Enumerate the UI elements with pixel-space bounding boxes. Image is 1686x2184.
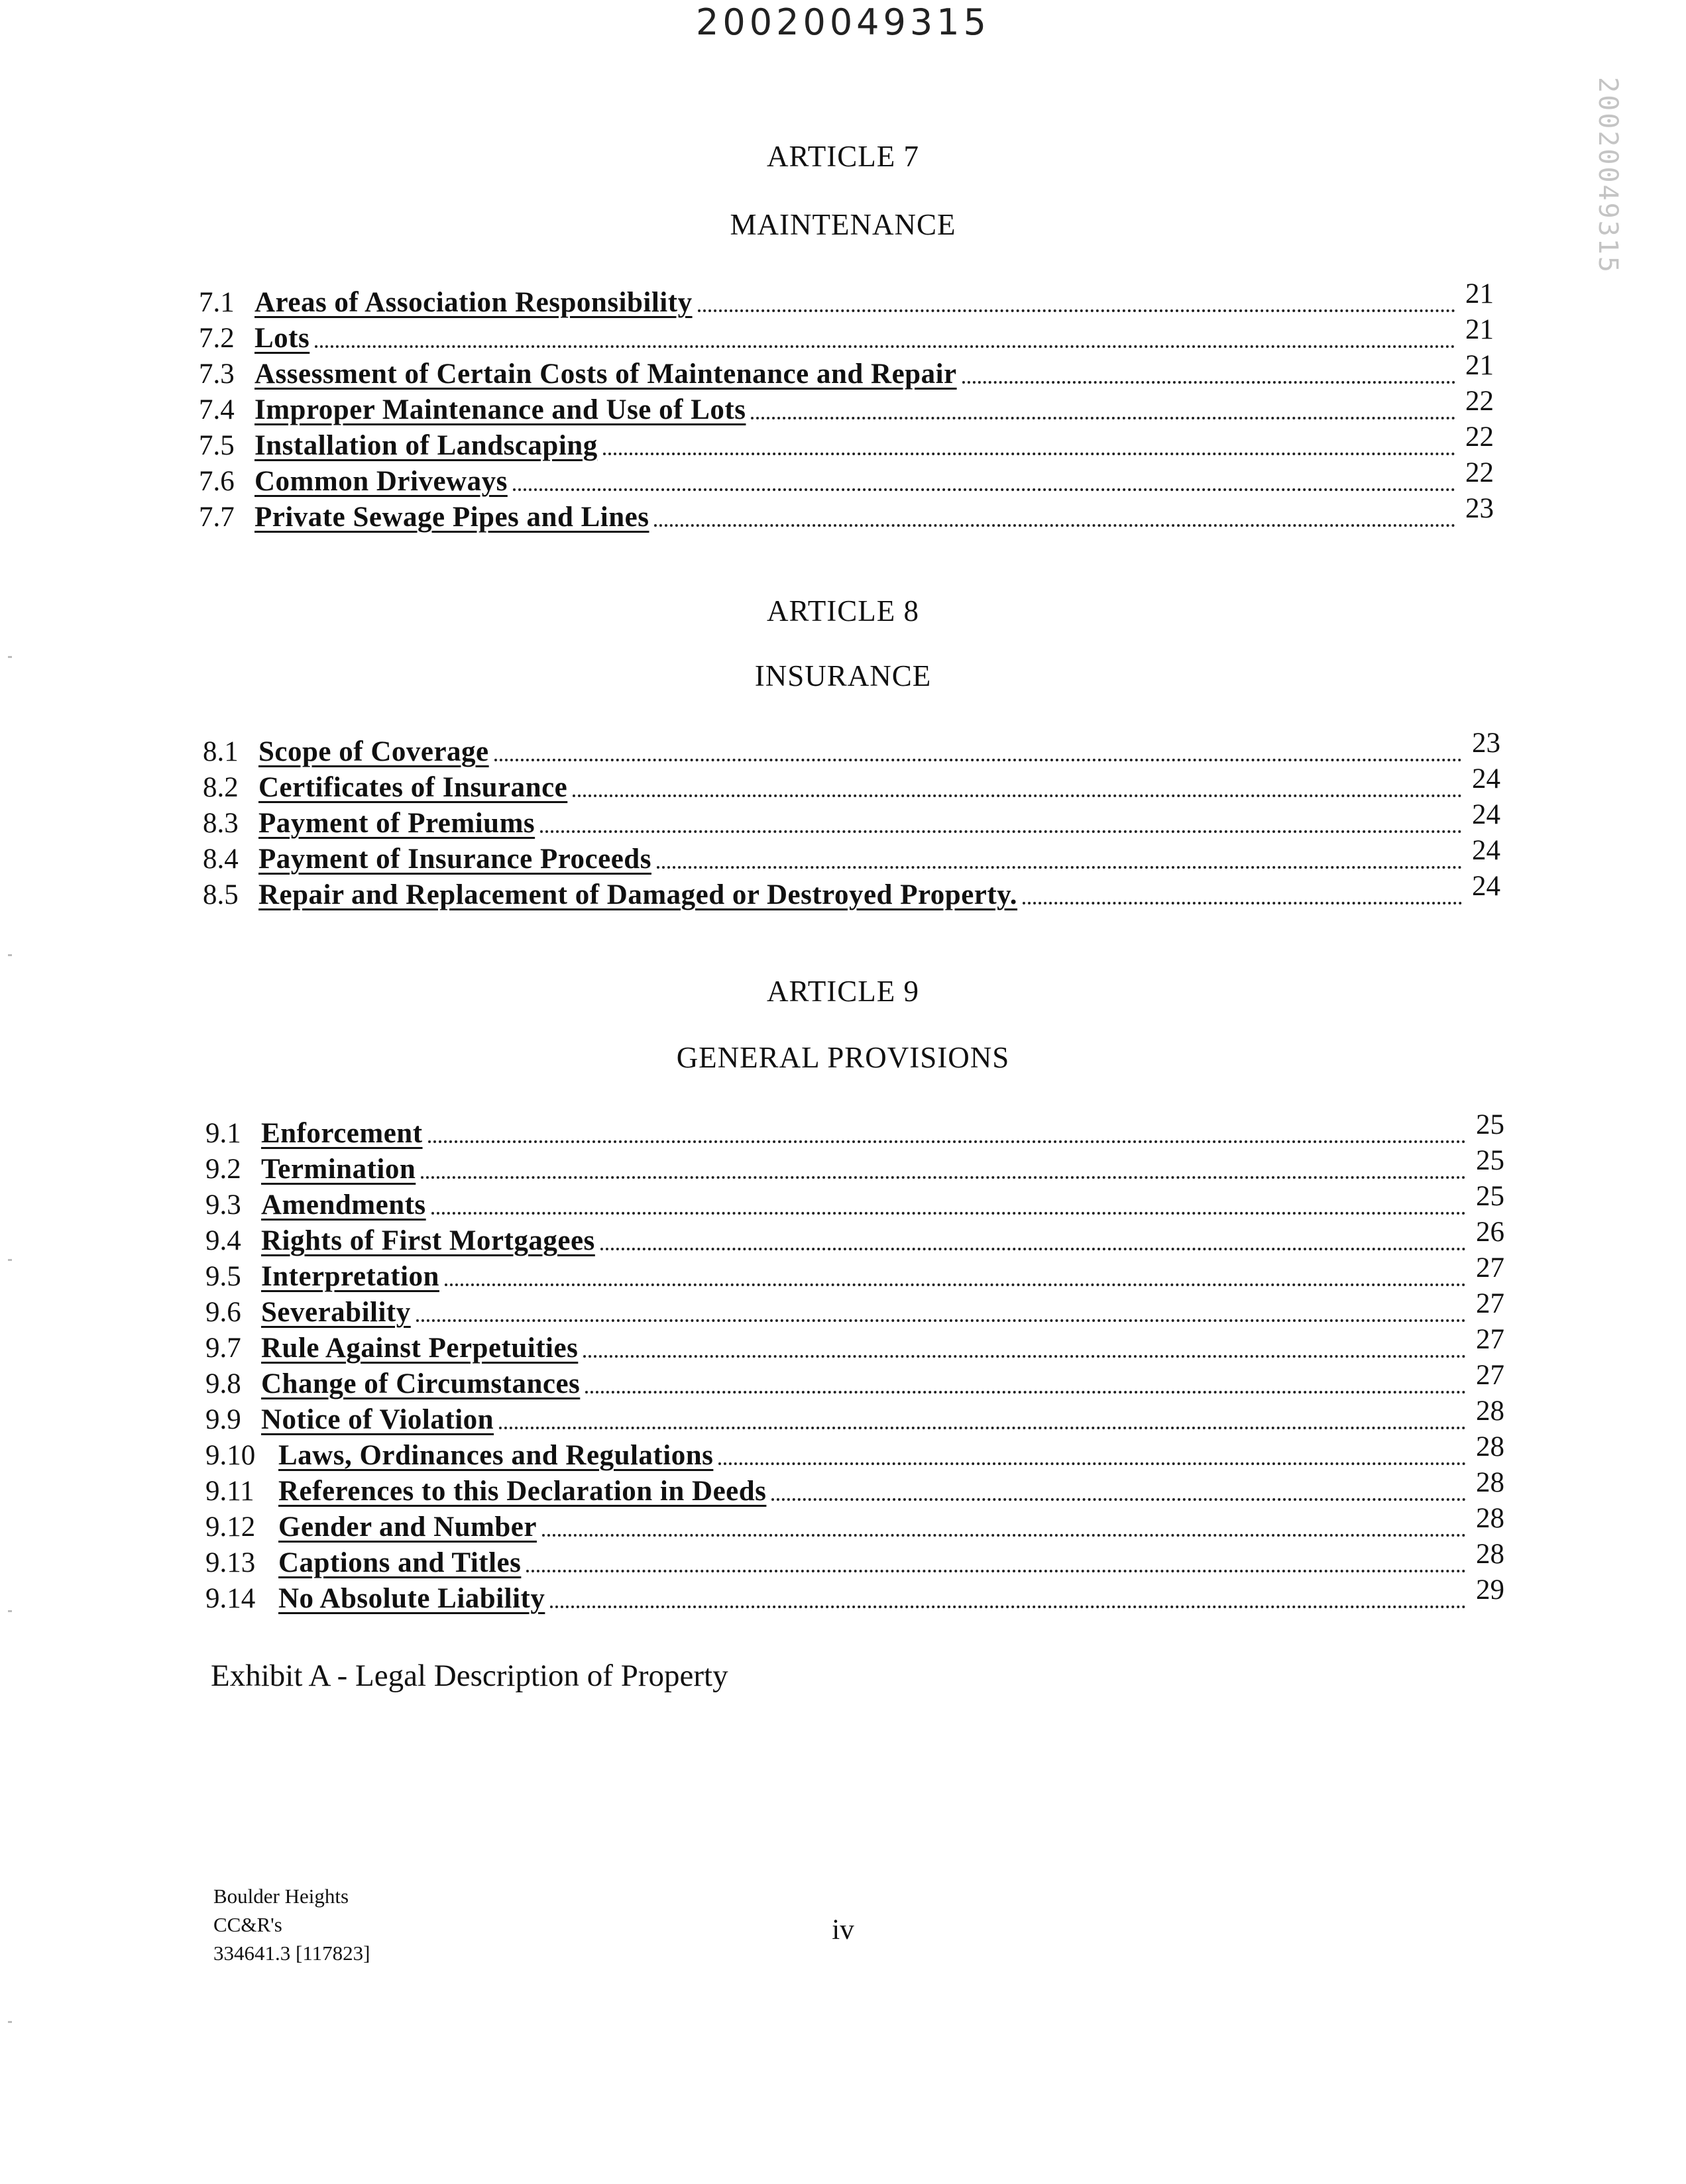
toc-entry-title[interactable]: Enforcement — [261, 1118, 423, 1149]
toc-entry[interactable] — [205, 1576, 1504, 1613]
margin-stamp-text: 20020049315 — [1593, 77, 1623, 274]
toc-leader-dots — [1023, 902, 1462, 904]
toc-entry-page: 24 — [1472, 871, 1500, 902]
footer-project-name: Boulder Heights — [213, 1884, 349, 1908]
toc-entry-title[interactable]: Certificates of Insurance — [258, 772, 568, 803]
toc-leader-dots — [542, 1534, 1466, 1537]
toc-entry-number: 9.6 — [205, 1297, 241, 1328]
toc-entry-number: 9.8 — [205, 1368, 241, 1399]
toc-entry-number: 9.10 — [205, 1440, 256, 1471]
toc-entry-page: 23 — [1465, 493, 1494, 524]
toc-entry-title[interactable]: Interpretation — [261, 1261, 439, 1292]
toc-leader-dots — [499, 1427, 1466, 1429]
toc-entry-number: 7.6 — [199, 466, 235, 497]
document-number: 20020049315 — [696, 1, 990, 43]
toc-entry-number: 9.9 — [205, 1404, 241, 1435]
toc-entry[interactable] — [199, 315, 1494, 353]
toc-entry[interactable] — [205, 1397, 1504, 1434]
toc-entry-title[interactable]: Lots — [254, 323, 310, 354]
toc-entry-number: 9.14 — [205, 1583, 256, 1614]
toc-entry-title[interactable]: Severability — [261, 1297, 411, 1328]
toc-leader-dots — [416, 1319, 1466, 1322]
toc-entry-number: 7.3 — [199, 358, 235, 390]
toc-entry[interactable] — [205, 1361, 1504, 1398]
toc-leader-dots — [550, 1606, 1466, 1608]
toc-entry[interactable] — [205, 1111, 1504, 1148]
toc-entry-page: 24 — [1472, 763, 1500, 794]
toc-entry-number: 9.2 — [205, 1154, 241, 1185]
toc-entry[interactable] — [205, 1254, 1504, 1291]
toc-entry[interactable] — [205, 1325, 1504, 1362]
toc-leader-dots — [585, 1391, 1466, 1393]
toc-leader-dots — [600, 1248, 1466, 1250]
toc-leader-dots — [962, 381, 1455, 384]
toc-entry[interactable] — [199, 280, 1494, 317]
toc-leader-dots — [657, 866, 1462, 869]
toc-entry[interactable] — [203, 765, 1500, 802]
toc-entry-title[interactable]: Gender and Number — [278, 1511, 537, 1543]
toc-leader-dots — [751, 417, 1455, 419]
toc-entry-number: 8.4 — [203, 844, 239, 875]
toc-entry-title[interactable]: Improper Maintenance and Use of Lots — [254, 394, 746, 425]
toc-entry-title[interactable]: Rights of First Mortgagees — [261, 1225, 595, 1256]
toc-entry[interactable] — [199, 459, 1494, 496]
exhibit-reference: Exhibit A - Legal Description of Property — [211, 1659, 728, 1693]
toc-entry-page: 28 — [1476, 1431, 1504, 1462]
toc-entry-number: 8.3 — [203, 808, 239, 839]
toc-entry-title[interactable]: Common Driveways — [254, 466, 508, 497]
toc-leader-dots — [421, 1176, 1466, 1179]
toc-leader-dots — [603, 453, 1455, 455]
left-margin-marks — [8, 0, 13, 2184]
toc-entry-number: 7.4 — [199, 394, 235, 425]
toc-entry[interactable] — [199, 351, 1494, 388]
toc-entry-page: 22 — [1465, 421, 1494, 453]
toc-entry-number: 8.2 — [203, 772, 239, 803]
toc-entry[interactable] — [203, 872, 1500, 909]
toc-entry[interactable] — [205, 1468, 1504, 1505]
toc-entry-page: 22 — [1465, 457, 1494, 488]
toc-entry-page: 28 — [1476, 1395, 1504, 1427]
toc-entry-page: 21 — [1465, 278, 1494, 309]
toc-entry[interactable] — [199, 494, 1494, 531]
toc-entry-number: 8.1 — [203, 736, 239, 767]
toc-entry-page: 25 — [1476, 1109, 1504, 1140]
toc-entry-page: 28 — [1476, 1467, 1504, 1498]
toc-entry-title[interactable]: Captions and Titles — [278, 1547, 522, 1578]
toc-leader-dots — [771, 1498, 1466, 1501]
toc-leader-dots — [428, 1140, 1466, 1143]
article-8-title: INSURANCE — [754, 659, 932, 692]
toc-entry-number: 9.7 — [205, 1333, 241, 1364]
toc-entry-page: 23 — [1472, 728, 1500, 759]
toc-entry-title[interactable]: Payment of Premiums — [258, 808, 535, 839]
toc-leader-dots — [513, 488, 1455, 491]
toc-entry-page: 26 — [1476, 1217, 1504, 1248]
toc-entry-title[interactable]: References to this Declaration in Deeds — [278, 1476, 767, 1507]
toc-leader-dots — [445, 1283, 1466, 1286]
toc-entry[interactable] — [199, 423, 1494, 460]
toc-entry-page: 21 — [1465, 314, 1494, 345]
toc-leader-dots — [718, 1462, 1466, 1465]
toc-entry[interactable] — [205, 1433, 1504, 1470]
toc-leader-dots — [315, 345, 1455, 348]
toc-leader-dots — [698, 309, 1455, 312]
toc-entry-title[interactable]: Payment of Insurance Proceeds — [258, 844, 651, 875]
article-9-title: GENERAL PROVISIONS — [676, 1041, 1010, 1074]
toc-entry-page: 25 — [1476, 1145, 1504, 1176]
toc-entry[interactable] — [205, 1182, 1504, 1219]
toc-entry-page: 27 — [1476, 1324, 1504, 1355]
toc-entry-title[interactable]: Private Sewage Pipes and Lines — [254, 502, 649, 533]
toc-entry-number: 8.5 — [203, 879, 239, 910]
toc-entry-page: 21 — [1465, 350, 1494, 381]
article-8-label: ARTICLE 8 — [766, 594, 920, 628]
toc-entry-title[interactable]: Installation of Landscaping — [254, 430, 598, 461]
toc-entry[interactable] — [199, 387, 1494, 424]
toc-entry-number: 7.1 — [199, 287, 235, 318]
toc-leader-dots — [573, 794, 1462, 797]
toc-entry-title[interactable]: Termination — [261, 1154, 416, 1185]
footer-document-type: CC&R's — [213, 1913, 282, 1936]
toc-entry-title[interactable]: Amendments — [261, 1189, 426, 1221]
toc-entry[interactable] — [205, 1218, 1504, 1255]
toc-entry-page: 28 — [1476, 1503, 1504, 1534]
toc-entry-number: 7.5 — [199, 430, 235, 461]
toc-entry-page: 22 — [1465, 386, 1494, 417]
toc-entry-number: 9.3 — [205, 1189, 241, 1221]
article-9-label: ARTICLE 9 — [766, 975, 920, 1008]
toc-entry-title[interactable]: Areas of Association Responsibility — [254, 287, 693, 318]
toc-entry-page: 27 — [1476, 1252, 1504, 1283]
toc-entry-title[interactable]: Rule Against Perpetuities — [261, 1333, 579, 1364]
toc-entry-title[interactable]: Scope of Coverage — [258, 736, 489, 767]
toc-entry[interactable] — [203, 800, 1500, 838]
toc-entry-title[interactable]: Laws, Ordinances and Regulations — [278, 1440, 714, 1471]
toc-leader-dots — [583, 1355, 1466, 1358]
toc-leader-dots — [526, 1570, 1466, 1572]
article-7-title: MAINTENANCE — [730, 208, 956, 241]
toc-entry-number: 9.12 — [205, 1511, 256, 1543]
toc-entry-number: 7.7 — [199, 502, 235, 533]
page-number: iv — [832, 1914, 854, 1945]
toc-entry-number: 9.5 — [205, 1261, 241, 1292]
toc-entry[interactable] — [203, 836, 1500, 873]
toc-leader-dots — [654, 524, 1455, 527]
toc-entry-page: 29 — [1476, 1574, 1504, 1606]
toc-entry-number: 9.1 — [205, 1118, 241, 1149]
margin-stamp — [1588, 77, 1628, 305]
toc-entry-number: 7.2 — [199, 323, 235, 354]
footer-file-number: 334641.3 [117823] — [213, 1941, 370, 1965]
toc-entry[interactable] — [205, 1146, 1504, 1183]
toc-entry[interactable] — [203, 729, 1500, 766]
toc-leader-dots — [431, 1212, 1466, 1215]
toc-leader-dots — [540, 830, 1462, 833]
toc-entry-page: 24 — [1472, 835, 1500, 866]
toc-entry-title[interactable]: Change of Circumstances — [261, 1368, 581, 1399]
toc-entry-title[interactable]: No Absolute Liability — [278, 1583, 545, 1614]
toc-entry-page: 27 — [1476, 1288, 1504, 1319]
article-7-label: ARTICLE 7 — [766, 140, 920, 173]
toc-entry-number: 9.4 — [205, 1225, 241, 1256]
toc-entry-page: 27 — [1476, 1360, 1504, 1391]
toc-entry-title[interactable]: Repair and Replacement of Damaged or Destroyed Property. — [258, 879, 1018, 910]
toc-entry-title[interactable]: Notice of Violation — [261, 1404, 494, 1435]
toc-entry-page: 24 — [1472, 799, 1500, 830]
toc-entry[interactable] — [205, 1504, 1504, 1541]
toc-entry-number: 9.11 — [205, 1476, 254, 1507]
toc-leader-dots — [494, 759, 1462, 761]
toc-entry-number: 9.13 — [205, 1547, 256, 1578]
toc-entry[interactable] — [205, 1540, 1504, 1577]
toc-entry-page: 25 — [1476, 1181, 1504, 1212]
toc-entry-page: 28 — [1476, 1539, 1504, 1570]
toc-entry-title[interactable]: Assessment of Certain Costs of Maintenance and Repair — [254, 358, 957, 390]
toc-entry[interactable] — [205, 1289, 1504, 1327]
